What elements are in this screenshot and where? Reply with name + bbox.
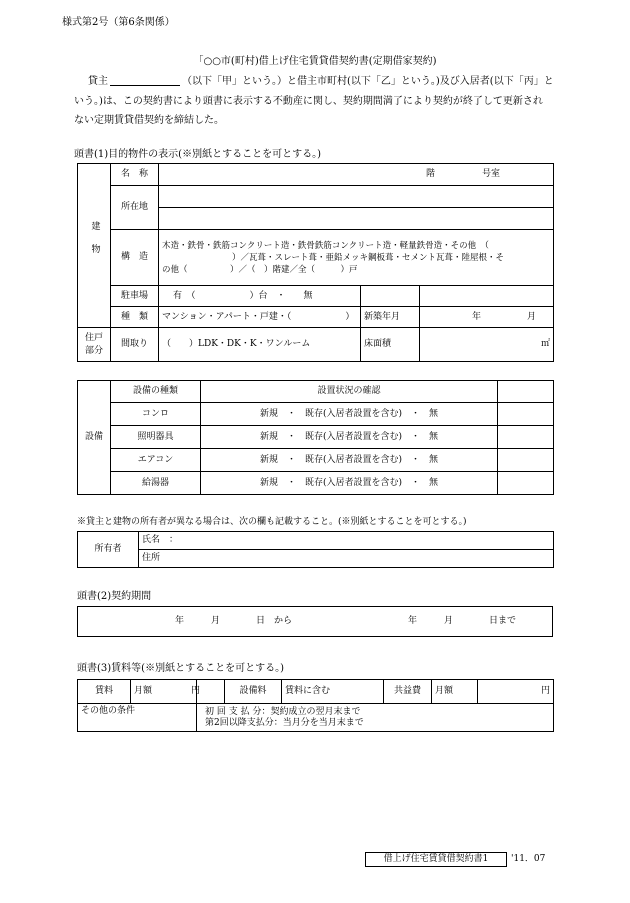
equip-status: 新規 ・ 既存(入居者設置を含む) ・ 無	[201, 426, 498, 449]
period-cell	[78, 607, 553, 637]
owner-address-label: 住所	[139, 550, 554, 568]
equipment-label: 設備	[78, 381, 111, 495]
common-yen: 円	[478, 680, 554, 704]
equip-blank	[498, 426, 554, 449]
document-title: 「○○市(町村)借上げ住宅賃貸借契約書(定期借家契約)	[193, 56, 437, 67]
name-label: 名 称	[111, 164, 159, 186]
parking-value: 有 （ ）台 ・ 無	[159, 286, 361, 307]
condition-2: 第2回以降支払分：当月分を当月末まで	[205, 717, 364, 728]
other-conditions-value	[197, 704, 554, 732]
section3-heading: 頭書(3)賃料等(※別紙とすることを可とする。)	[77, 663, 284, 674]
floor-area-label: 床面積	[361, 328, 420, 362]
rent-label: 賃料	[78, 680, 131, 704]
property-table	[77, 163, 554, 362]
equip-blank	[498, 449, 554, 472]
floor-area-unit: ㎡	[420, 328, 554, 362]
structure-value	[159, 230, 554, 286]
equip-name: 給湯器	[111, 472, 201, 495]
rent-monthly-cell	[131, 680, 201, 704]
lessor-blank	[110, 85, 180, 86]
type-value: マンション・アパート・戸建・（ ）	[159, 307, 361, 328]
equip-status: 新規 ・ 既存(入居者設置を含む) ・ 無	[201, 403, 498, 426]
intro-line2: いう。)は、この契約書により頭書に表示する不動産に関し、契約期間満了により契約が終了して更新され	[74, 96, 543, 107]
address-value-2	[159, 208, 554, 230]
rent-blank	[197, 680, 225, 704]
rent-table	[77, 679, 554, 732]
equip-status-header: 設置状況の確認	[201, 381, 498, 403]
address-value-1	[159, 186, 554, 208]
layout-label: 間取り	[111, 328, 159, 362]
equip-blank	[498, 403, 554, 426]
built-year: 年	[472, 312, 482, 322]
section2-heading: 頭書(2)契約期間	[77, 591, 152, 602]
owner-table	[77, 531, 554, 568]
built-label: 新築年月	[361, 307, 420, 328]
rent-yen: 円	[191, 686, 201, 696]
address-label: 所在地	[111, 186, 159, 230]
built-month: 月	[527, 312, 537, 322]
building-label-cell	[78, 164, 111, 328]
period-to: 年 月 日まで	[408, 616, 517, 626]
equipment-table	[77, 380, 554, 495]
intro-line1-a: 貸主	[88, 76, 108, 87]
rent-monthly-label: 月額	[134, 686, 153, 696]
unit-label	[78, 328, 111, 362]
unit-label-2: 部分	[84, 345, 103, 356]
equip-status: 新規 ・ 既存(入居者設置を含む) ・ 無	[201, 472, 498, 495]
footer-date: '11．07	[511, 854, 546, 864]
type-label: 種 類	[111, 307, 159, 328]
equip-header-blank	[498, 381, 554, 403]
period-from: 年 月 日 から	[175, 616, 293, 626]
equip-status: 新規 ・ 既存(入居者設置を含む) ・ 無	[201, 449, 498, 472]
footer-doc-name: 借上げ住宅賃貸借契約書1	[365, 852, 507, 867]
unit-label-1: 住戸	[84, 332, 103, 343]
parking-blank-2	[420, 286, 554, 307]
layout-value: （ ）LDK・DK・K・ワンルーム	[159, 328, 361, 362]
built-value	[420, 307, 554, 328]
common-fee-label: 共益費	[384, 680, 432, 704]
intro-line3: ない定期賃貸借契約を締結した。	[74, 115, 224, 126]
owner-note: ※貸主と建物の所有者が異なる場合は、次の欄も記載すること。(※別紙とすることを可とする。)	[77, 517, 467, 527]
equip-blank	[498, 472, 554, 495]
building-label: 建物	[89, 220, 100, 267]
intro-line1-b: （以下「甲」という。）と借主市町村(以下「乙」という。)及び入居者(以下「丙」と	[182, 76, 554, 87]
equip-name: コンロ	[111, 403, 201, 426]
owner-label: 所有者	[78, 532, 139, 568]
equip-type-header: 設備の種類	[111, 381, 201, 403]
equip-fee-label: 設備料	[225, 680, 282, 704]
common-monthly-label: 月額	[432, 680, 478, 704]
room-label: 号室	[482, 169, 501, 179]
other-conditions-label: その他の条件	[78, 704, 197, 732]
name-value-cell	[159, 164, 554, 186]
equip-name: 照明器具	[111, 426, 201, 449]
parking-blank-1	[361, 286, 420, 307]
equip-fee-value: 賃料に含む	[282, 680, 384, 704]
structure-line-3: の他（ ）／（ ）階建／全（ ）戸	[162, 264, 358, 275]
parking-label: 駐車場	[111, 286, 159, 307]
form-number: 様式第2号（第6条関係）	[62, 17, 175, 28]
equip-name: エアコン	[111, 449, 201, 472]
structure-line-1: 木造・鉄骨・鉄筋コンクリート造・鉄骨鉄筋コンクリート造・軽量鉄骨造・その他 （	[162, 240, 489, 251]
section1-heading: 頭書(1)目的物件の表示(※別紙とすることを可とする。)	[74, 149, 321, 160]
period-table	[77, 606, 553, 637]
structure-line-2: ）／瓦葺・スレート葺・亜鉛メッキ鋼板葺・セメント瓦葺・陸屋根・そ	[232, 252, 505, 263]
owner-name-label: 氏名 ：	[139, 532, 554, 550]
structure-label: 構 造	[111, 230, 159, 286]
floor-label: 階	[426, 169, 436, 179]
condition-1: 初 回 支 払 分：契約成立の翌月末まで	[205, 706, 361, 717]
